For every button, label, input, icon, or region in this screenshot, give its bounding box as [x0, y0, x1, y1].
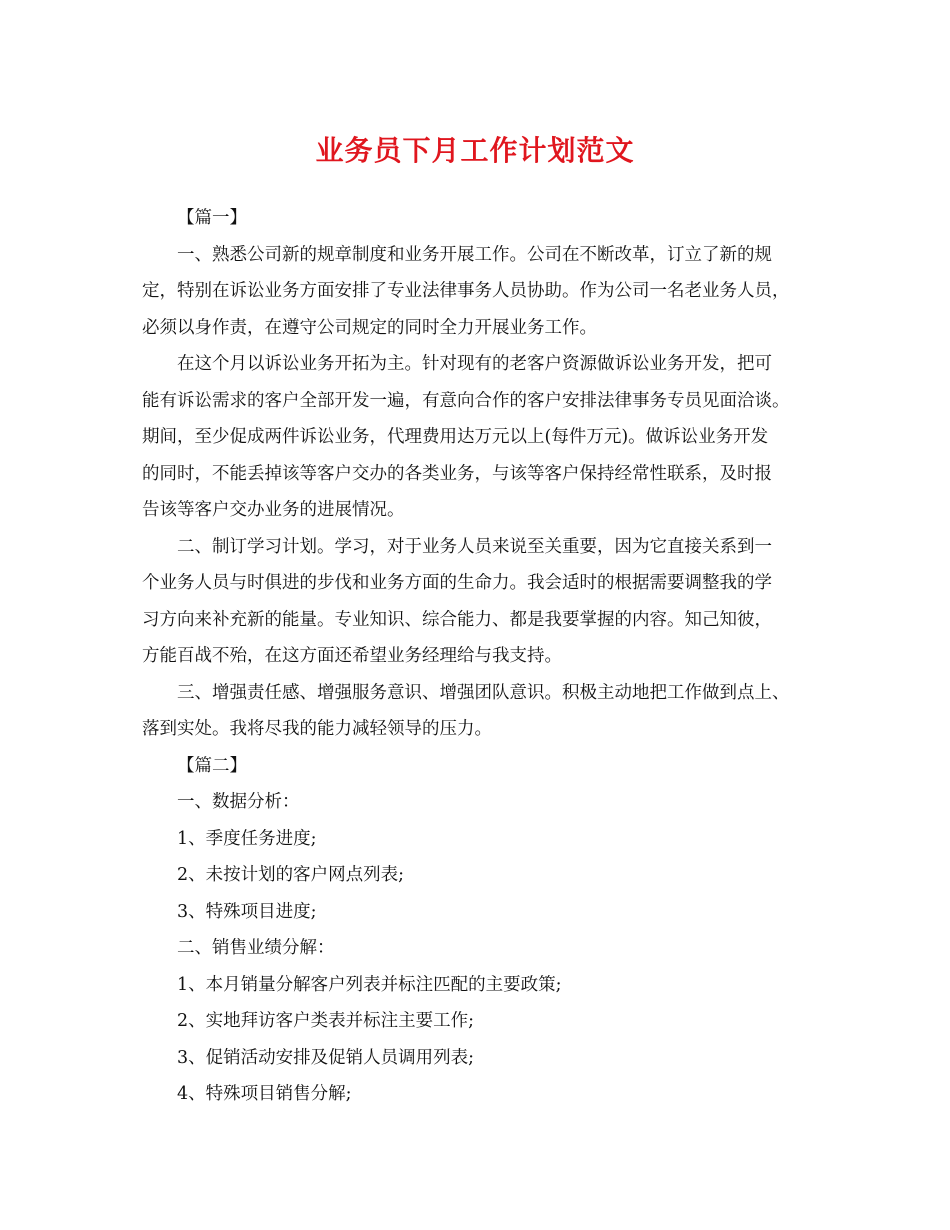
- paragraph-line: 个业务人员与时俱进的步伐和业务方面的生命力。我会适时的根据需要调整我的学: [142, 573, 772, 593]
- paragraph-line: 定，特别在诉讼业务方面安排了专业法律事务人员协助。作为公司一名老业务人员，: [142, 281, 790, 301]
- paragraph-line: 能有诉讼需求的客户全部开发一遍，有意向合作的客户安排法律事务专员见面洽谈。: [142, 390, 790, 411]
- paragraph-line: 二、制订学习计划。学习，对于业务人员来说至关重要，因为它直接关系到一: [177, 536, 772, 557]
- list-item: 二、销售业绩分解：: [177, 938, 335, 958]
- paragraph-line: 习方向来补充新的能量。专业知识、综合能力、都是我要掌握的内容。知己知彼，: [142, 609, 772, 630]
- paragraph-line: 一、熟悉公司新的规章制度和业务开展工作。公司在不断改革，订立了新的规: [177, 244, 772, 265]
- document-body: [142, 200, 832, 1113]
- list-item: 2、实地拜访客户类表并标注主要工作;: [177, 1011, 475, 1031]
- page-title: 业务员下月工作计划范文: [315, 134, 635, 167]
- list-item: 3、促销活动安排及促销人员调用列表;: [177, 1047, 475, 1068]
- section-label-2: 【篇二】: [177, 755, 247, 776]
- paragraph-line: 告该等客户交办业务的进展情况。: [142, 500, 405, 520]
- section-2-list: [142, 784, 832, 1113]
- list-item: 4、特殊项目销售分解;: [177, 1084, 352, 1104]
- paragraph-line: 的同时，不能丢掉该等客户交办的各类业务，与该等客户保持经常性联系，及时报: [142, 463, 772, 484]
- paragraph-3: [142, 529, 832, 675]
- paragraph-line: 方能百战不殆，在这方面还希望业务经理给与我支持。: [142, 646, 562, 666]
- list-item: 1、季度任务进度;: [177, 828, 317, 849]
- paragraph-4: [142, 675, 832, 748]
- list-item: 1、本月销量分解客户列表并标注匹配的主要政策;: [177, 974, 562, 995]
- paragraph-1: [142, 237, 832, 347]
- paragraph-line: 落到实处。我将尽我的能力减轻领导的压力。: [142, 719, 492, 739]
- paragraph-line: 期间，至少促成两件诉讼业务，代理费用达万元以上(每件万元)。做诉讼业务开发: [142, 427, 769, 447]
- paragraph-line: 在这个月以诉讼业务开拓为主。针对现有的老客户资源做诉讼业务开发，把可: [177, 354, 772, 374]
- list-item: 3、特殊项目进度;: [177, 901, 317, 922]
- list-item: 一、数据分析：: [177, 792, 300, 812]
- paragraph-line: 三、增强责任感、增强服务意识、增强团队意识。积极主动地把工作做到点上、: [177, 682, 790, 703]
- section-label-1: 【篇一】: [177, 208, 247, 228]
- paragraph-2: [142, 346, 832, 529]
- paragraph-line: 必须以身作责，在遵守公司规定的同时全力开展业务工作。: [142, 317, 597, 338]
- list-item: 2、未按计划的客户网点列表;: [177, 865, 405, 885]
